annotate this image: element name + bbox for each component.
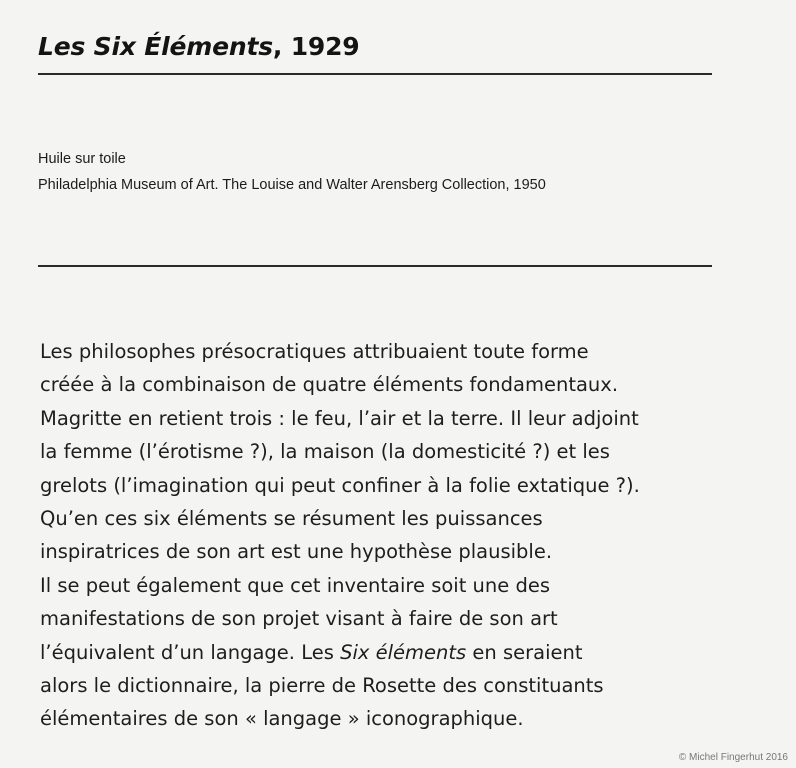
italic-artwork-reference: Six éléments bbox=[340, 640, 467, 664]
artwork-year: , 1929 bbox=[272, 32, 360, 61]
artwork-title-name: Les Six Éléments bbox=[38, 32, 273, 61]
divider-top bbox=[38, 73, 712, 75]
artwork-details bbox=[38, 146, 546, 198]
description-line: Il se peut également que cet inventaire soit une des bbox=[40, 573, 550, 597]
description-line: la femme (l’érotisme ?), la maison (la domesticité ?) et les bbox=[40, 440, 610, 464]
description-line: créée à la combinaison de quatre éléments fondamentaux. bbox=[40, 373, 619, 397]
artwork-collection: Philadelphia Museum of Art. The Louise and Walter Arensberg Collection, 1950 bbox=[38, 177, 546, 193]
artwork-medium: Huile sur toile bbox=[38, 151, 126, 167]
artwork-title bbox=[38, 32, 360, 61]
description-line: Magritte en retient trois : le feu, l’air et la terre. Il leur adjoint bbox=[40, 406, 639, 430]
description-line: grelots (l’imagination qui peut confiner à la folie extatique ?). bbox=[40, 473, 640, 497]
photo-credit: © Michel Fingerhut 2016 bbox=[678, 752, 788, 763]
description-line-end: en seraient bbox=[466, 640, 583, 664]
description-line-with-italic bbox=[40, 636, 740, 669]
description-line: Les philosophes présocratiques attribuaient toute forme bbox=[40, 340, 589, 363]
description-line: manifestations de son projet visant à faire de son art bbox=[40, 607, 558, 631]
description-text bbox=[40, 335, 740, 736]
description-line: Qu’en ces six éléments se résument les puissances bbox=[40, 507, 543, 531]
divider-middle bbox=[38, 265, 712, 267]
description-line: alors le dictionnaire, la pierre de Rosette des constituants bbox=[40, 674, 604, 698]
description-line: élémentaires de son « langage » iconographique. bbox=[40, 707, 524, 731]
description-line: inspiratrices de son art est une hypothèse plausible. bbox=[40, 540, 553, 564]
description-line-start: l’équivalent d’un langage. Les bbox=[40, 640, 341, 664]
